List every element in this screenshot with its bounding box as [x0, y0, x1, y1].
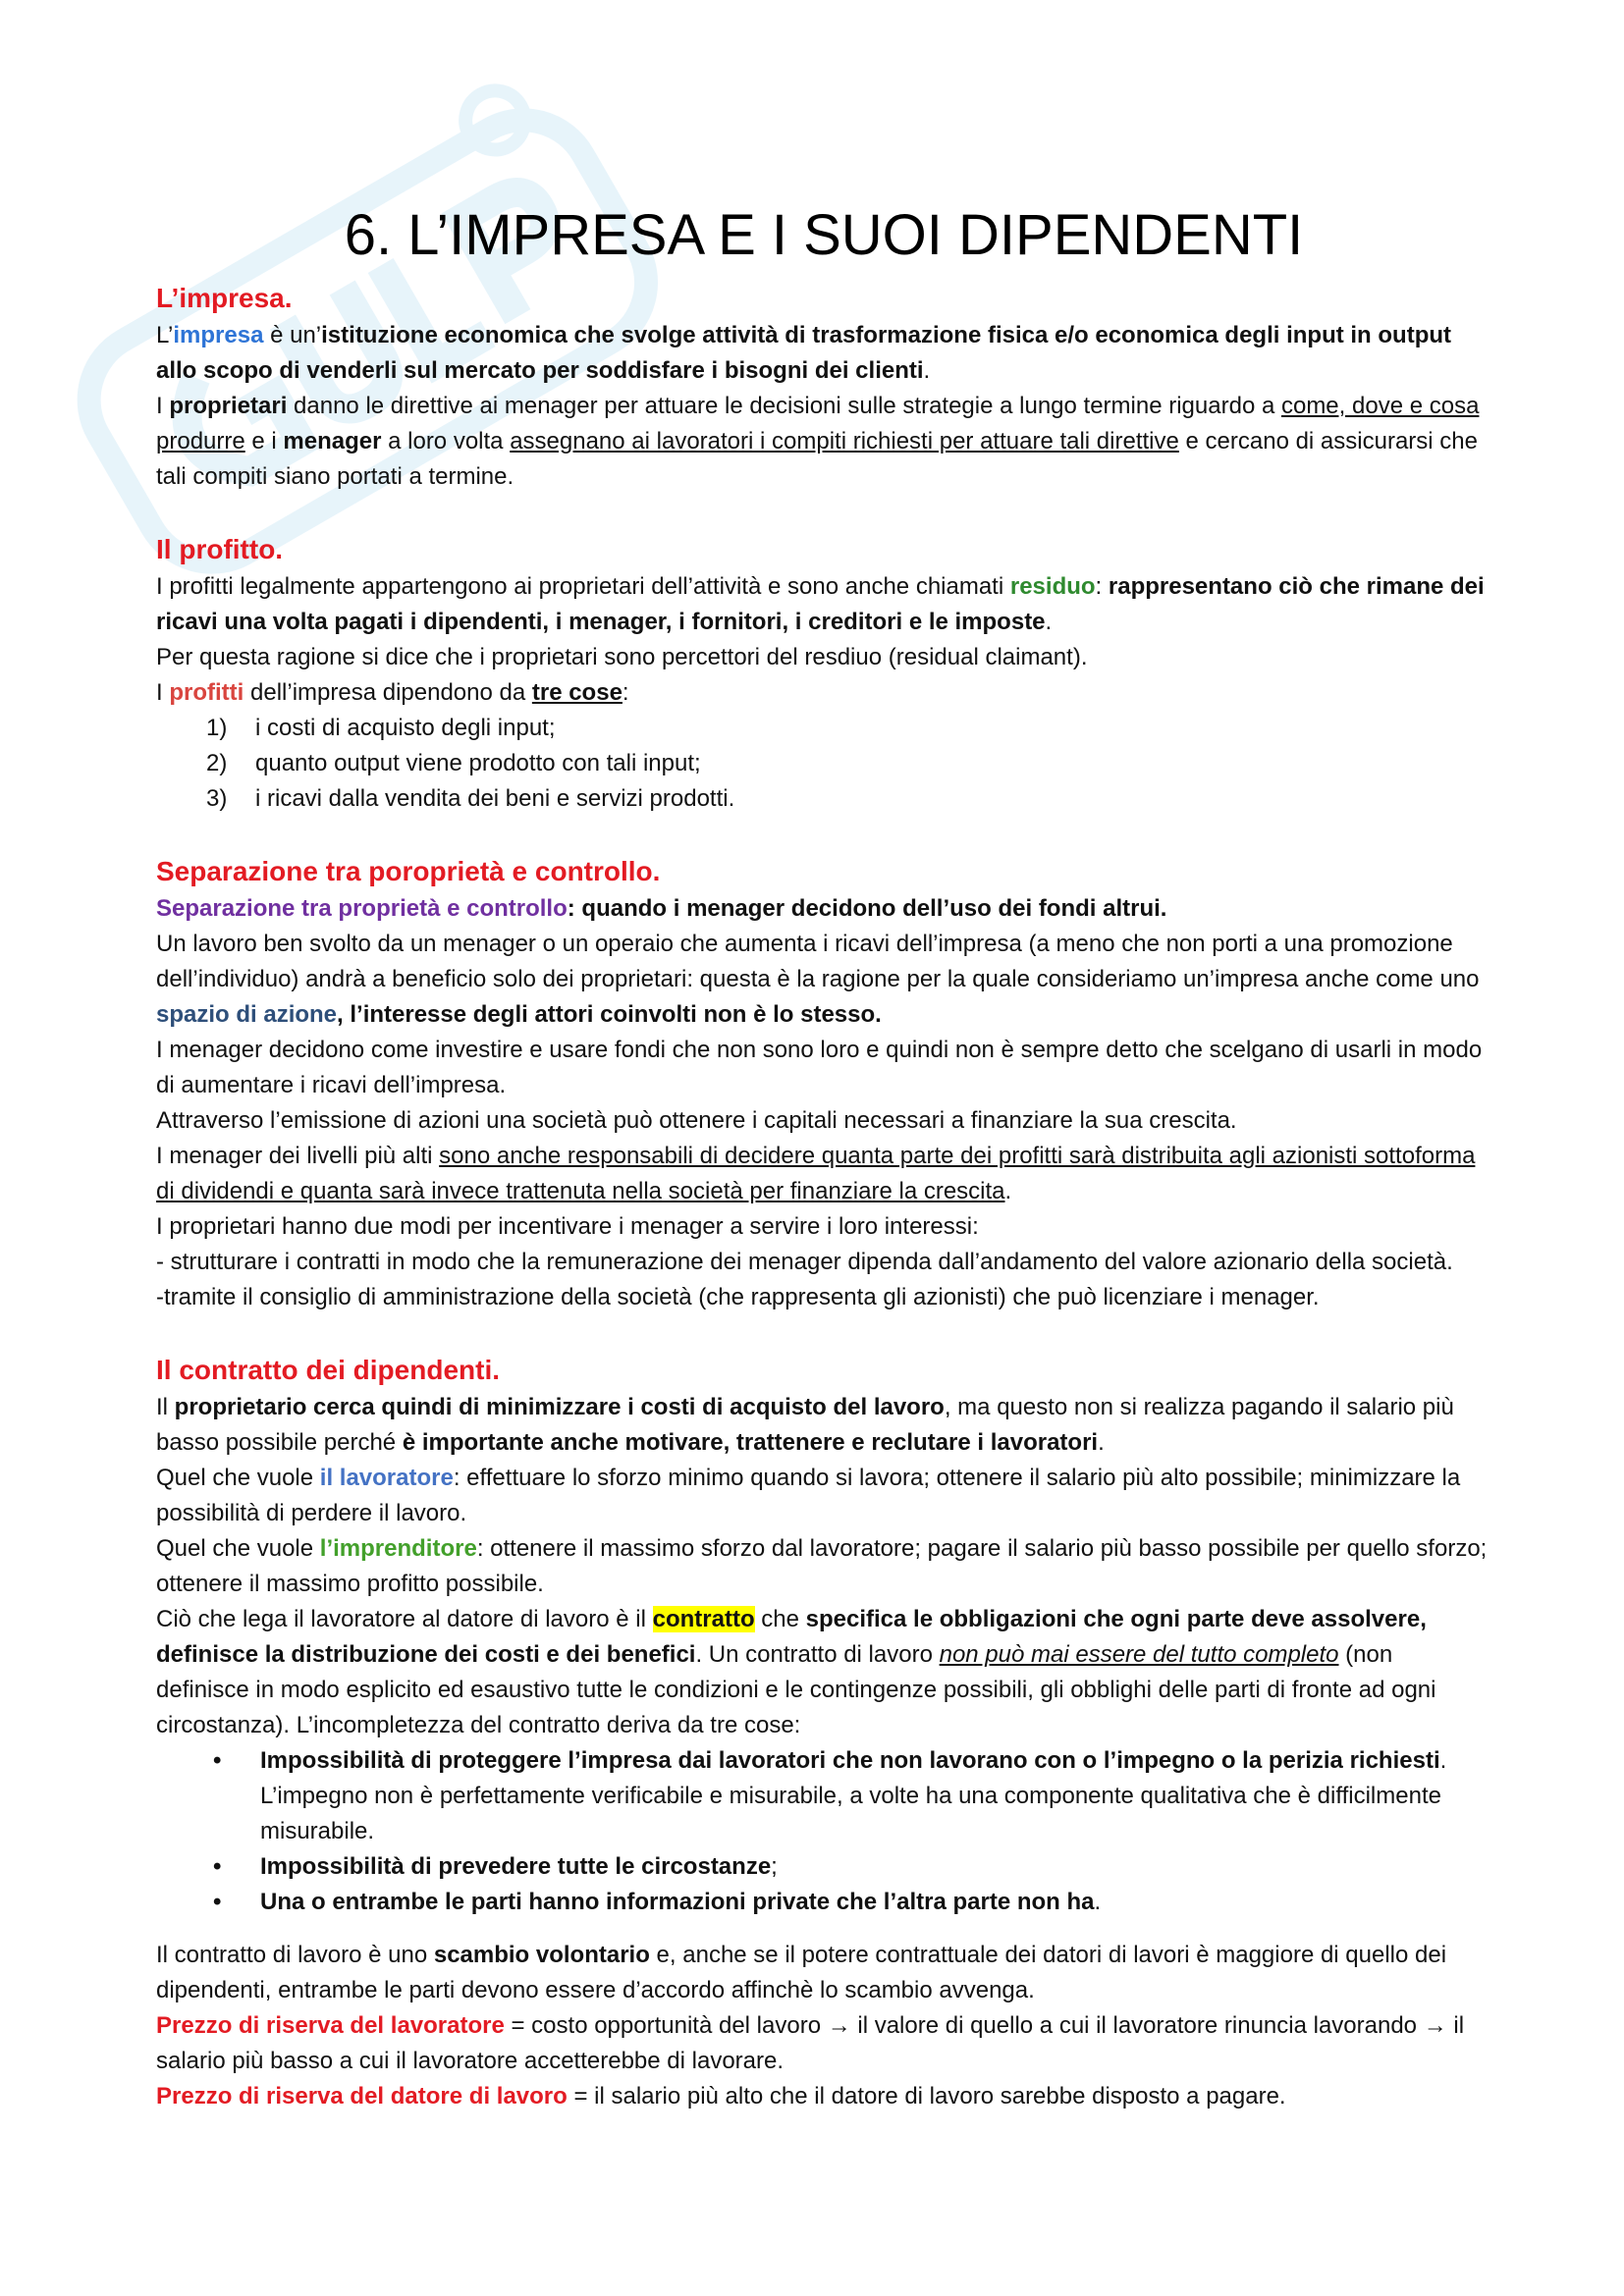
text-run: Ciò che lega il lavoratore al datore di lavoro è il [156, 1606, 653, 1632]
text-run: : [622, 679, 629, 706]
text-run: assegnano ai lavoratori i compiti richiesti per attuare tali direttive [510, 428, 1179, 454]
paragraph [156, 2008, 1491, 2079]
text-run: Il contratto di lavoro è uno [156, 1942, 434, 1968]
page-title: 6. L’IMPRESA E I SUOI DIPENDENTI [344, 203, 1304, 267]
paragraph [156, 640, 1491, 675]
bullet-marker: • [213, 1853, 222, 1880]
paragraph [156, 1461, 1491, 1531]
list-item [156, 781, 1491, 817]
paragraph [156, 569, 1491, 640]
list-item-text: i costi di acquisto degli input; [255, 715, 556, 741]
section-contratto [156, 1351, 1491, 2114]
text-run: Prezzo di riserva del lavoratore [156, 2012, 505, 2039]
text-run: menager [283, 428, 382, 454]
text-run: : ottenere il massimo sforzo dal lavoratore; pagare il salario più basso possibile per quello sforzo; ottenere il massimo profitto possibile. [156, 1535, 1488, 1597]
text-run: specifica le obbligazioni che ogni parte deve assolvere, definisce la distribuzione dei costi e dei benefici [156, 1606, 1427, 1668]
text-run: proprietari [169, 393, 288, 419]
text-run: Per questa ragione si dice che i proprietari sono percettori del resdiuo (residual claimant). [156, 644, 1088, 670]
text-run: e i [244, 428, 284, 454]
text-run: - strutturare i contratti in modo che la remunerazione dei menager dipenda dall’andamento del valore azionario della società. [156, 1249, 1453, 1275]
text-run: . L’impegno non è perfettamente verificabile e misurabile, a volte ha una componente qualitativa che è difficilmente misurabile. [260, 1747, 1447, 1844]
text-run: Una o entrambe le parti hanno informazioni private che l’altra parte non ha [260, 1889, 1095, 1915]
text-run: scambio volontario [433, 1942, 650, 1968]
list-item-text: quanto output viene prodotto con tali input; [255, 750, 701, 776]
bullet-item-text [260, 1743, 1491, 1849]
text-run: = il salario più alto che il datore di lavoro sarebbe disposto a pagare. [567, 2083, 1286, 2109]
text-run: sono anche responsabili di decidere quanta parte dei profitti sarà distribuita agli azionisti sottoforma di dividendi e quanta sarà invece trattenuta nella società per finanziare la crescita [156, 1143, 1476, 1204]
paragraph [156, 2079, 1491, 2114]
text-run: Il [156, 1394, 175, 1420]
text-run: a loro volta [381, 428, 511, 454]
paragraph [156, 1280, 1491, 1315]
bullet-item [156, 1743, 1491, 1849]
text-run: , l’interesse degli attori coinvolti non è lo stesso. [337, 1001, 882, 1028]
bullet-marker: • [213, 1889, 222, 1915]
bullet-marker: • [213, 1747, 222, 1774]
bullet-item-text [260, 1849, 1491, 1885]
paragraph [156, 1390, 1491, 1461]
text-run: spazio di azione [156, 1001, 338, 1028]
text-run: impresa [173, 322, 264, 348]
text-run: non può mai essere del tutto completo [939, 1641, 1339, 1668]
list-marker: 2) [206, 750, 228, 776]
text-run: : quando i menager decidono dell’uso dei fondi altrui. [567, 895, 1167, 922]
text-run: istituzione economica che svolge attività di trasformazione fisica e/o economica degli input in output allo scopo di venderli sul mercato per soddisfare i bisogni dei clienti [156, 322, 1452, 384]
paragraph [156, 927, 1491, 1033]
section-heading: Separazione tra poroprietà e controllo. [156, 856, 661, 886]
text-run: . [1098, 1429, 1105, 1456]
list-marker: 1) [206, 715, 228, 741]
paragraph [156, 318, 1491, 389]
paragraph [156, 1602, 1491, 1743]
bullet-item [156, 1849, 1491, 1885]
section-impresa [156, 279, 1491, 495]
text-run: (non definisce in modo esplicito ed esaustivo tutte le condizioni e le contingenze possibili, gli obblighi delle parti di fronte ad ogni circostanza). L’incompletezza del contratto deriva da tre cose: [156, 1641, 1436, 1738]
text-run: Quel che vuole [156, 1535, 320, 1562]
text-run: . [923, 357, 931, 384]
paragraph [156, 1209, 1491, 1245]
text-run: Quel che vuole [156, 1465, 320, 1491]
section-separazione [156, 852, 1491, 1315]
text-run: L’ [156, 322, 174, 348]
bullet-item-text [260, 1885, 1491, 1920]
text-run: , ma questo non si realizza pagando il salario più basso possibile perché [156, 1394, 1454, 1456]
text-run: Impossibilità di proteggere l’impresa dai lavoratori che non lavorano con o l’impegno o la perizia richiesti [260, 1747, 1440, 1774]
text-run: il salario più basso a cui il lavoratore accetterebbe di lavorare. [156, 2012, 1465, 2074]
text-run: I proprietari hanno due modi per incentivare i menager a servire i loro interessi: [156, 1213, 979, 1240]
text-run: l’imprenditore [319, 1535, 477, 1562]
text-run: I [156, 679, 170, 706]
text-run: il lavoratore [319, 1465, 454, 1491]
text-run: tre cose [531, 679, 623, 706]
text-run: I menager dei livelli più alti [156, 1143, 440, 1169]
text-run: → [827, 2012, 851, 2039]
text-run: Attraverso l’emissione di azioni una società può ottenere i capitali necessari a finanziare la sua crescita. [156, 1107, 1237, 1134]
text-run: il valore di quello a cui il lavoratore rinuncia lavorando [850, 2012, 1424, 2039]
text-run: proprietario cerca quindi di minimizzare i costi di acquisto del lavoro [174, 1394, 945, 1420]
section-heading: Il profitto. [156, 534, 284, 564]
text-run: = costo opportunità del lavoro [504, 2012, 828, 2039]
text-run: . Un contratto di lavoro [695, 1641, 940, 1668]
text-run: . [1094, 1889, 1102, 1915]
document-body [156, 200, 1491, 2114]
paragraph [156, 1531, 1491, 1602]
text-run: è un’ [263, 322, 322, 348]
text-run: I profitti legalmente appartengono ai proprietari dell’attività e sono anche chiamati [156, 573, 1010, 600]
list-item [156, 746, 1491, 781]
text-run: -tramite il consiglio di amministrazione della società (che rappresenta gli azionisti) che può licenziare i menager. [156, 1284, 1320, 1310]
paragraph [156, 891, 1491, 927]
paragraph [156, 1033, 1491, 1103]
text-run: Un lavoro ben svolto da un menager o un operaio che aumenta i ricavi dell’impresa (a meno che non porti a una promozione dell’individuo) andrà a beneficio solo dei proprietari: questa è la ragione per la quale consideriamo un’impresa anche come uno [156, 931, 1480, 992]
text-run: è importante anche motivare, trattenere e reclutare i lavoratori [402, 1429, 1099, 1456]
text-run: → [1423, 2012, 1447, 2039]
section-heading: L’impresa. [156, 283, 293, 313]
text-run: residuo [1009, 573, 1096, 600]
text-run: . [1045, 609, 1053, 635]
list-item [156, 711, 1491, 746]
section-heading: Il contratto dei dipendenti. [156, 1355, 500, 1385]
list-item-text: i ricavi dalla vendita dei beni e servizi prodotti. [255, 785, 735, 812]
text-run: Impossibilità di prevedere tutte le circostanze [260, 1853, 772, 1880]
text-run: che [754, 1606, 806, 1632]
text-run: e cercano di assicurarsi che tali compiti siano portati a termine. [156, 428, 1478, 490]
text-run: rappresentano ciò che rimane dei ricavi una volta pagati i dipendenti, i menager, i fornitori, i creditori e le imposte [156, 573, 1485, 635]
text-run: I [156, 393, 170, 419]
paragraph [156, 1938, 1491, 2008]
paragraph [156, 1245, 1491, 1280]
text-run: e, anche se il potere contrattuale dei datori di lavori è maggiore di quello dei dipendenti, entrambe le parti devono essere d’accordo affinchè lo scambio avvenga. [156, 1942, 1447, 2003]
text-run: Prezzo di riserva del datore di lavoro [156, 2083, 568, 2109]
text-run: dell’impresa dipendono da [244, 679, 532, 706]
text-run: . [1004, 1178, 1012, 1204]
text-run: : effettuare lo sforzo minimo quando si lavora; ottenere il salario più alto possibile; minimizzare la possibilità di perdere il lavoro. [156, 1465, 1461, 1526]
text-run: danno le direttive ai menager per attuare le decisioni sulle strategie a lungo termine riguardo a [287, 393, 1281, 419]
text-run: profitti [169, 679, 244, 706]
text-run: contratto [652, 1606, 755, 1632]
bullet-item [156, 1885, 1491, 1920]
paragraph [156, 675, 1491, 711]
text-run: : [1095, 573, 1109, 600]
section-profitto [156, 530, 1491, 817]
text-run: I menager decidono come investire e usare fondi che non sono loro e quindi non è sempre detto che scelgano di usarli in modo di aumentare i ricavi dell’impresa. [156, 1037, 1483, 1098]
text-run: come, dove e cosa produrre [156, 393, 1480, 454]
paragraph [156, 1139, 1491, 1209]
list-marker: 3) [206, 785, 228, 812]
text-run: Separazione tra proprietà e controllo [156, 895, 568, 922]
text-run: ; [771, 1853, 778, 1880]
paragraph [156, 389, 1491, 495]
paragraph [156, 1103, 1491, 1139]
